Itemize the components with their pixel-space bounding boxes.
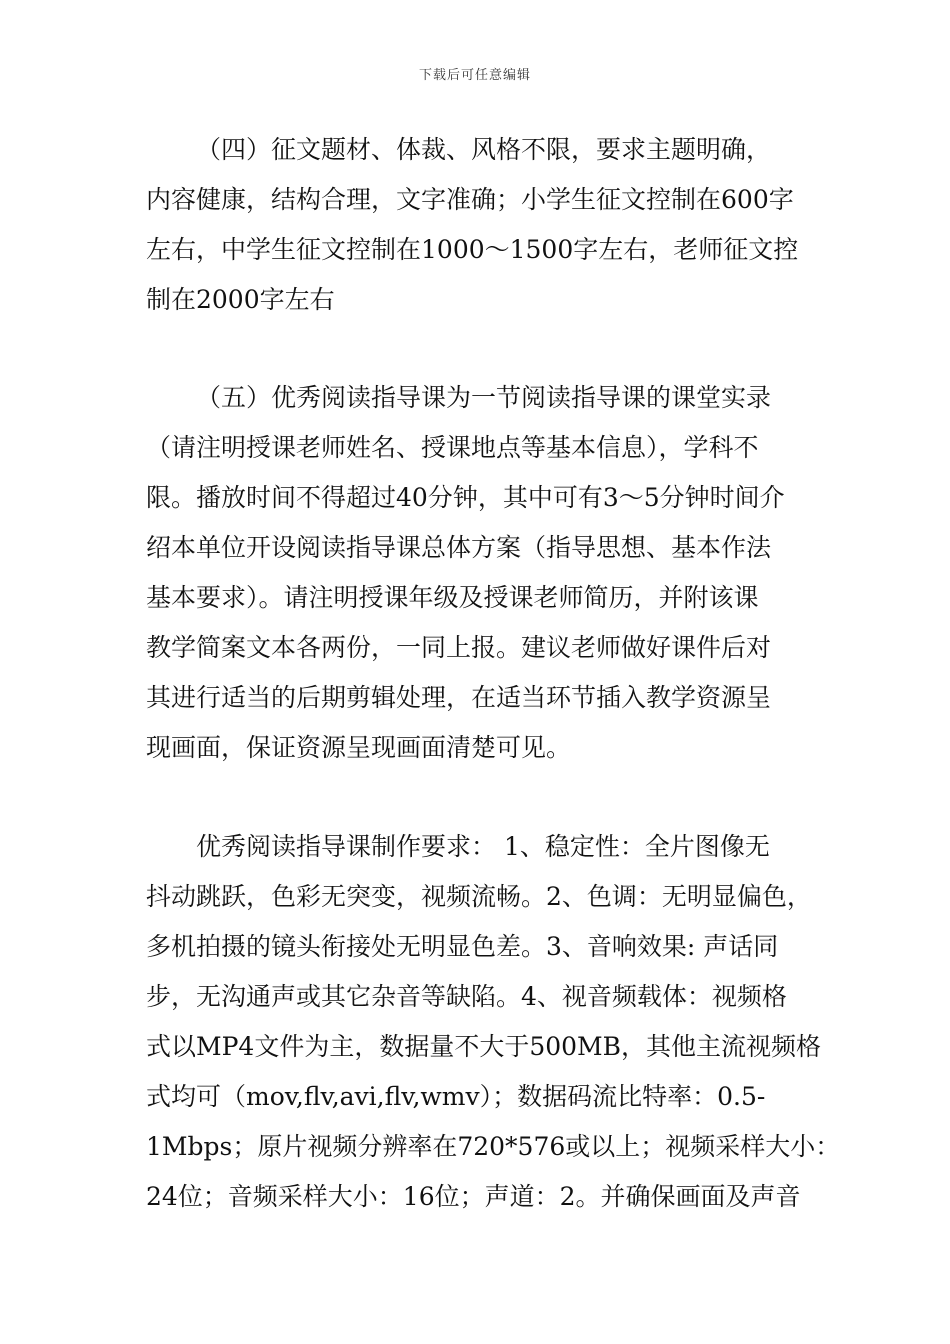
paragraph-reading-lesson bbox=[146, 373, 826, 773]
paragraph-line: （五）优秀阅读指导课为一节阅读指导课的课堂实录 bbox=[196, 383, 772, 412]
page-header: 下载后可任意编辑 bbox=[418, 68, 531, 83]
paragraph-line: 式以MP4文件为主，数据量不大于500MB，其他主流视频格 bbox=[146, 1032, 822, 1061]
paragraph-production-requirements bbox=[146, 822, 841, 1222]
paragraph-line: 现画面，保证资源呈现画面清楚可见。 bbox=[146, 733, 572, 762]
paragraph-line: 左右，中学生征文控制在1000～1500字左右，老师征文控 bbox=[146, 235, 799, 264]
paragraph-line: 限。播放时间不得超过40分钟，其中可有3～5分钟时间介 bbox=[146, 483, 785, 512]
paragraph-line: 抖动跳跃，色彩无突变，视频流畅。2、色调：无明显偏色， bbox=[146, 882, 812, 911]
paragraph-line: （四）征文题材、体裁、风格不限，要求主题明确， bbox=[196, 135, 772, 164]
paragraph-line: 其进行适当的后期剪辑处理，在适当环节插入教学资源呈 bbox=[146, 683, 772, 712]
paragraph-line: 24位；音频采样大小：16位；声道：2。并确保画面及声音 bbox=[146, 1182, 801, 1211]
paragraph-line: 教学简案文本各两份，一同上报。建议老师做好课件后对 bbox=[146, 633, 772, 662]
paragraph-line: （请注明授课老师姓名、授课地点等基本信息），学科不 bbox=[146, 433, 759, 462]
paragraph-line: 基本要求）。请注明授课年级及授课老师简历，并附该课 bbox=[146, 583, 759, 612]
paragraph-line: 1Mbps；原片视频分辨率在720*576或以上；视频采样大小： bbox=[146, 1132, 841, 1161]
paragraph-line: 绍本单位开设阅读指导课总体方案（指导思想、基本作法 bbox=[146, 533, 772, 562]
paragraph-line: 式均可（mov,flv,avi,flv,wmv）；数据码流比特率：0.5- bbox=[146, 1082, 766, 1111]
paragraph-line: 内容健康，结构合理，文字准确；小学生征文控制在600字 bbox=[146, 185, 794, 214]
paragraph-line: 制在2000字左右 bbox=[146, 285, 335, 314]
paragraph-line: 步，无沟通声或其它杂音等缺陷。4、视音频载体：视频格 bbox=[146, 982, 787, 1011]
paragraph-line: 多机拍摄的镜头衔接处无明显色差。3、音响效果: 声话同 bbox=[146, 932, 779, 961]
paragraph-line: 优秀阅读指导课制作要求： 1、稳定性：全片图像无 bbox=[196, 832, 770, 861]
paragraph-essay-requirements bbox=[146, 125, 826, 325]
